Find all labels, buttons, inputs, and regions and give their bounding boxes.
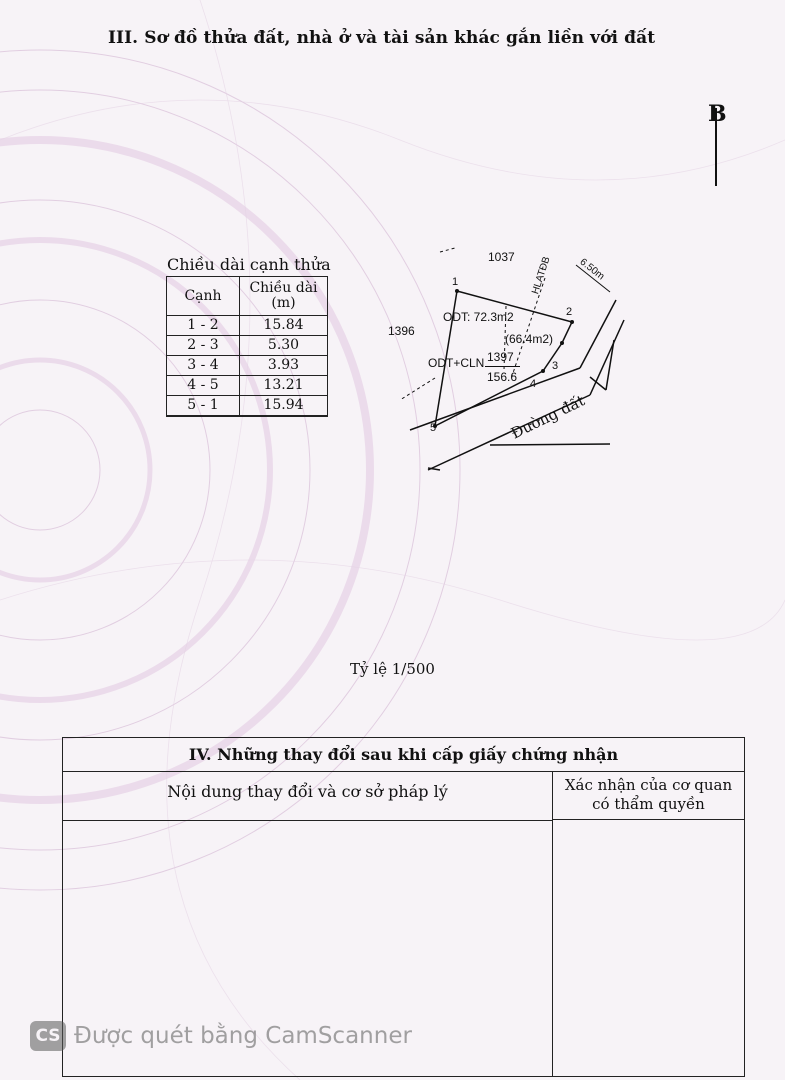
vertex-label-2: 2 <box>566 306 573 318</box>
changes-content-header: Nội dung thay đổi và cơ sở pháp lý <box>63 772 552 821</box>
camscanner-logo-icon: CS <box>30 1021 66 1051</box>
vertex-4 <box>541 369 545 373</box>
edge-column-header: Cạnh <box>167 277 240 316</box>
table-row: 1 - 2 15.84 <box>167 316 328 336</box>
vertex-label-1: 1 <box>452 276 459 288</box>
edge-length-table <box>166 276 328 417</box>
vertex-label-5: 5 <box>430 422 437 434</box>
road-setback-label: HLATĐB <box>530 255 553 296</box>
neighbor-parcel-top: 1037 <box>488 250 515 264</box>
vertex-label-3: 3 <box>552 360 559 372</box>
section-title: III. Sơ đồ thửa đất, nhà ở và tài sản khác gắn liền với đất <box>108 28 656 48</box>
changes-confirmation-column <box>553 772 744 1077</box>
table-row: 3 - 4 3.93 <box>167 356 328 376</box>
changes-confirmation-header: Xác nhận của cơ quan có thẩm quyền <box>553 772 744 820</box>
length-column-header: Chiều dài (m) <box>240 277 328 316</box>
changes-title: IV. Những thay đổi sau khi cấp giấy chứng nhận <box>63 738 744 772</box>
neighbor-parcel-left: 1396 <box>388 324 415 338</box>
vertex-3 <box>560 341 564 345</box>
north-label: B <box>708 101 727 127</box>
table-row: 4 - 5 13.21 <box>167 376 328 396</box>
camscanner-watermark <box>30 1016 412 1056</box>
parcel-number-underline <box>485 366 520 367</box>
vertex-2 <box>570 320 574 324</box>
watermark-text: Được quét bằng CamScanner <box>74 1023 412 1049</box>
scale-label: Tỷ lệ 1/500 <box>350 660 435 678</box>
setback-dimension: 6.50m <box>577 256 607 283</box>
table-row: 2 - 3 5.30 <box>167 336 328 356</box>
road-name-label: Đường đất <box>508 391 588 443</box>
parcel-area: 156.6 <box>487 370 518 384</box>
vertex-1 <box>455 289 459 293</box>
vertex-label-4: 4 <box>530 378 537 390</box>
sub-area-label: (66.4m2) <box>505 332 554 346</box>
table-row: 5 - 1 15.94 <box>167 396 328 417</box>
edge-table-caption: Chiều dài cạnh thửa <box>167 255 331 274</box>
odt-area-label: ODT: 72.3m2 <box>443 310 514 324</box>
land-use-label: ODT+CLN <box>428 356 485 370</box>
parcel-number: 1397 <box>487 350 514 364</box>
